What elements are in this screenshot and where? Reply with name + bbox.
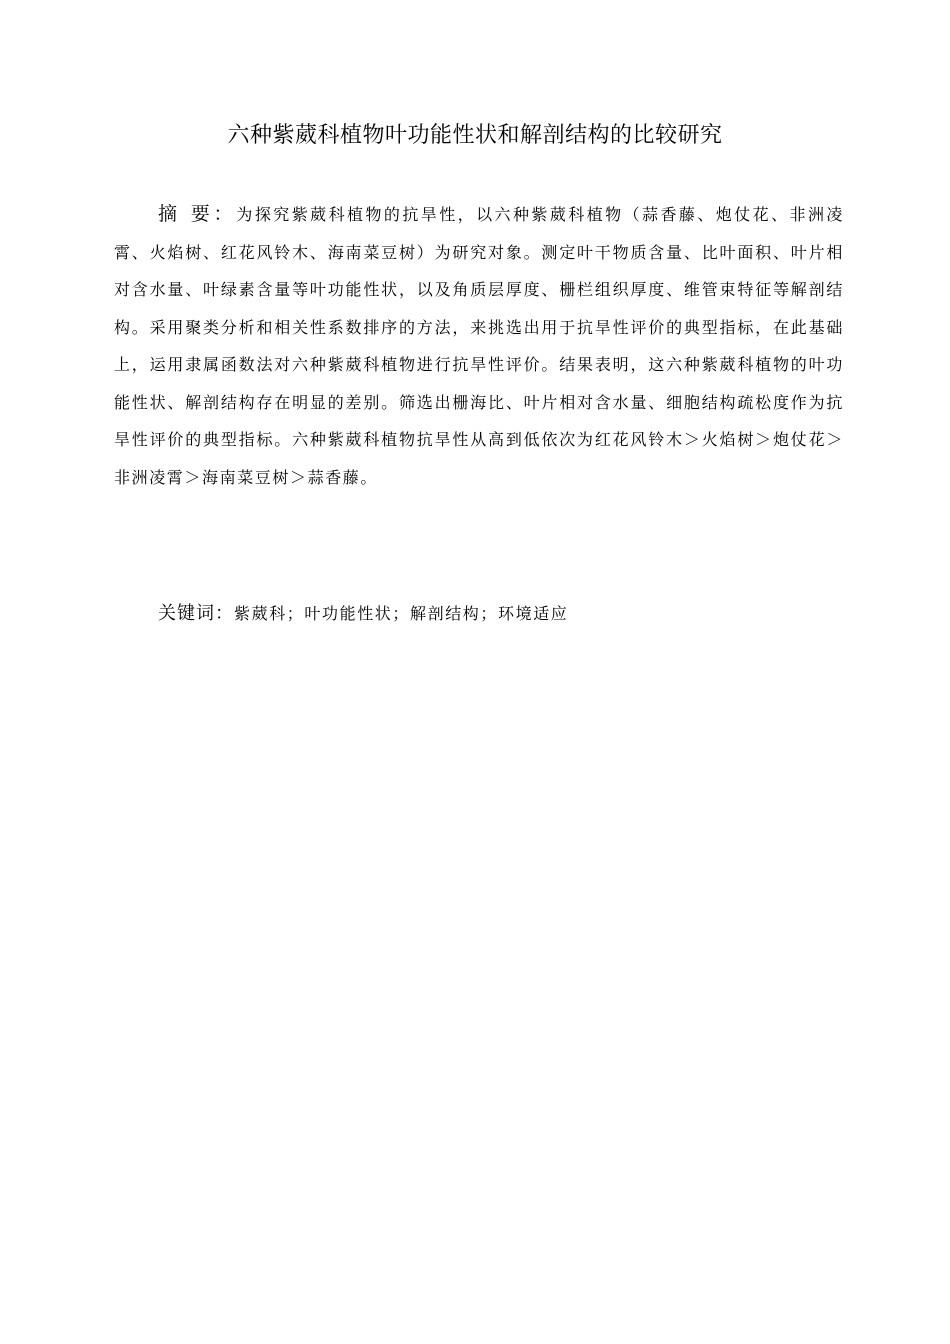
keywords-text: 紫葳科；叶功能性状；解剖结构；环境适应: [234, 604, 569, 623]
abstract-label: 摘 要：: [158, 203, 237, 225]
abstract-paragraph: [114, 196, 844, 496]
abstract-text: 为探究紫葳科植物的抗旱性，以六种紫葳科植物（蒜香藤、炮仗花、非洲凌霄、火焰树、红花风铃木、海南菜豆树）为研究对象。测定叶干物质含量、比叶面积、叶片相对含水量、叶绿素含量等叶功能性状，以及角质层厚度、栅栏组织厚度、维管束特征等解剖结构。采用聚类分析和相关性系数排序的方法，来挑选出用于抗旱性评价的典型指标，在此基础上，运用隶属函数法对六种紫葳科植物进行抗旱性评价。结果表明，这六种紫葳科植物的叶功能性状、解剖结构存在明显的差别。筛选出栅海比、叶片相对含水量、细胞结构疏松度作为抗旱性评价的典型指标。六种紫葳科植物抗旱性从高到低依次为红花风铃木＞火焰树＞炮仗花＞非洲凌霄＞海南菜豆树＞蒜香藤。: [114, 205, 844, 487]
paper-title: 六种紫葳科植物叶功能性状和解剖结构的比较研究: [227, 123, 723, 148]
keywords-line: [158, 596, 838, 632]
keywords-label: 关键词：: [158, 603, 234, 624]
